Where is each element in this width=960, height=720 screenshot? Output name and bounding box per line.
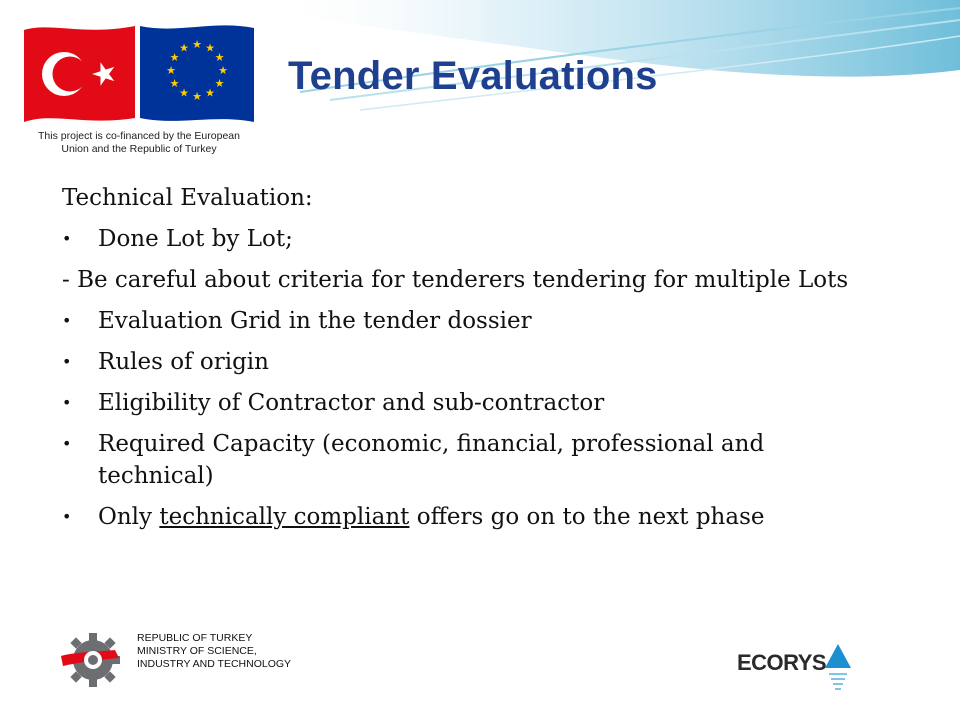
bullet-dot: • <box>62 507 72 526</box>
ministry-line3: INDUSTRY AND TECHNOLOGY <box>137 658 292 670</box>
svg-text:★: ★ <box>179 41 189 55</box>
bullet-text-suffix: offers go on to the next phase <box>409 504 765 530</box>
cofinance-note-line2: Union and the Republic of Turkey <box>61 143 217 155</box>
bullet-item <box>62 346 882 378</box>
ecorys-logo-icon <box>737 640 857 700</box>
bullet-item <box>62 501 882 533</box>
svg-text:★: ★ <box>192 90 202 103</box>
turkey-flag-icon <box>22 22 137 126</box>
svg-text:★: ★ <box>192 38 202 51</box>
svg-text:★: ★ <box>218 64 228 77</box>
section-heading: Technical Evaluation: <box>62 185 313 211</box>
svg-text:★: ★ <box>169 77 180 90</box>
svg-text:★: ★ <box>214 51 225 64</box>
svg-text:★: ★ <box>205 41 215 55</box>
svg-text:★: ★ <box>169 51 180 64</box>
ecorys-logo-text: ECORYS <box>737 650 827 675</box>
ministry-line2: MINISTRY OF SCIENCE, <box>137 645 257 657</box>
bullet-dot: • <box>62 352 72 371</box>
ministry-line1: REPUBLIC OF TURKEY <box>137 632 253 644</box>
bullet-text-emphasis: technically compliant <box>159 504 410 530</box>
svg-text:★: ★ <box>214 77 225 90</box>
note-line: - Be careful about criteria for tenderers tendering for multiple Lots <box>62 267 849 293</box>
svg-text:★: ★ <box>205 86 215 100</box>
bullet-text: Done Lot by Lot; <box>98 226 293 252</box>
slide-body <box>62 182 882 542</box>
bullet-text-prefix: Only <box>98 504 160 530</box>
bullet-text: Rules of origin <box>98 349 269 375</box>
bullet-item <box>62 428 882 492</box>
bullet-text: Required Capacity (economic, financial, professional and technical) <box>98 431 765 489</box>
gear-logo-icon <box>55 630 130 690</box>
eu-flag-icon <box>138 22 256 126</box>
cofinance-note-line1: This project is co-financed by the European <box>38 130 240 142</box>
bullet-dot: • <box>62 311 72 330</box>
bullet-item <box>62 223 882 255</box>
bullet-dot: • <box>62 434 72 453</box>
cofinance-note <box>16 130 262 156</box>
bullet-item <box>62 305 882 337</box>
ministry-name <box>137 632 291 671</box>
svg-text:★: ★ <box>179 86 189 100</box>
bullet-dot: • <box>62 393 72 412</box>
slide-title: Tender Evaluations <box>288 54 658 98</box>
bullet-text: Evaluation Grid in the tender dossier <box>98 308 532 334</box>
bullet-text: Eligibility of Contractor and sub-contractor <box>98 390 605 416</box>
ecorys-triangle-icon <box>823 642 853 698</box>
bullet-item <box>62 387 882 419</box>
bullet-dot: • <box>62 229 72 248</box>
svg-text:★: ★ <box>166 64 176 77</box>
